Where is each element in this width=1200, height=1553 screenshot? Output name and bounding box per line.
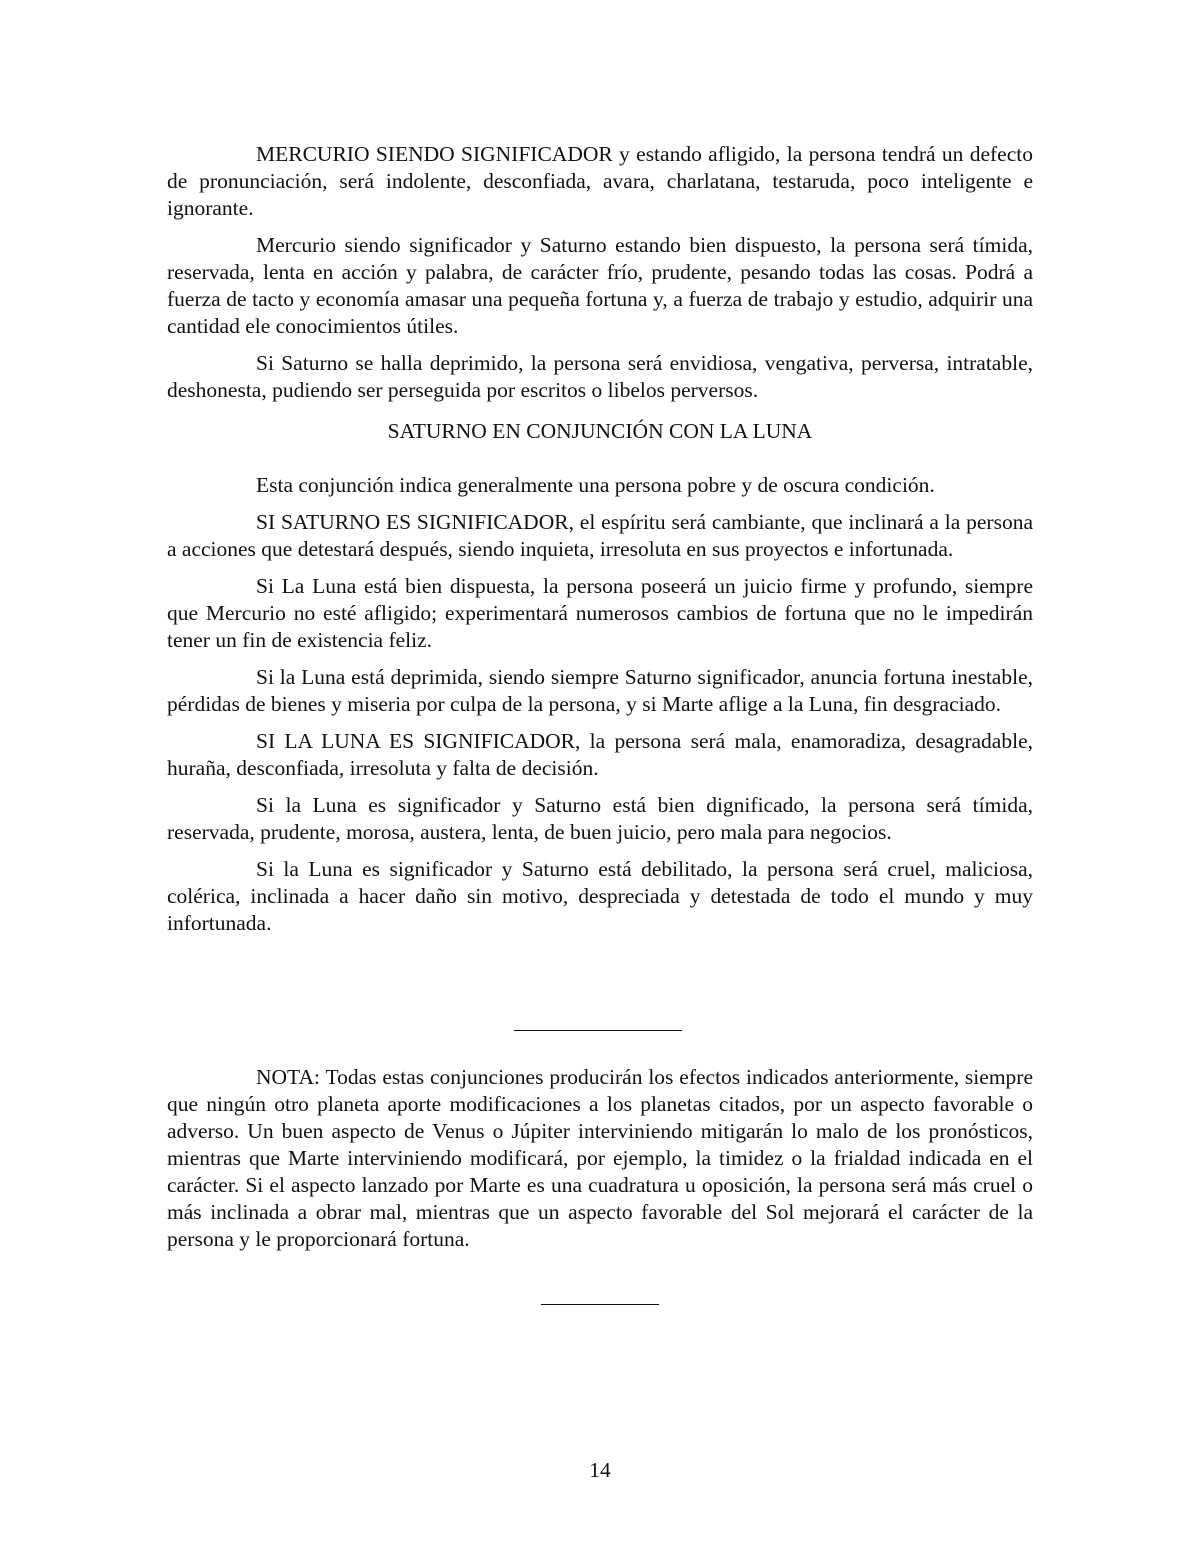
paragraph: Si la Luna es significador y Saturno está bien dignificado, la persona será tímida, reservada, prudente, morosa, austera, lenta, de buen juicio, pero mala para negocios. — [167, 793, 1033, 844]
separator-rule — [514, 1030, 682, 1031]
paragraph: SI SATURNO ES SIGNIFICADOR, el espíritu será cambiante, que inclinará a la persona a acciones que detestará después, siendo inquieta, irresoluta en sus proyectos e infortunada. — [167, 510, 1033, 561]
saturno-luna-section — [167, 472, 1033, 937]
page-number: 14 — [589, 1458, 611, 1482]
paragraph: Si la Luna está deprimida, siendo siempre Saturno significador, anuncia fortuna inestable, pérdidas de bienes y miseria por culpa de la persona, y si Marte aflige a la Luna, fin desgraciado. — [167, 665, 1033, 716]
note-paragraph: NOTA: Todas estas conjunciones producirán los efectos indicados anteriormente, siempre que ningún otro planeta aporte modificaciones a los planetas citados, por un aspecto favorable o adverso. Un buen aspecto de Venus o Júpiter interviniendo mitigarán lo malo de los pronósticos, mientras que Marte interviniendo modificará, por ejemplo, la timidez o la frialdad indicada en el carácter. Si el aspecto lanzado por Marte es una cuadratura u oposición, la persona será más cruel o más inclinada a obrar mal, mientras que un aspecto favorable del Sol mejorará el carácter de la persona y le proporcionará fortuna. — [167, 1065, 1033, 1251]
paragraph: MERCURIO SIENDO SIGNIFICADOR y estando afligido, la persona tendrá un defecto de pronunciación, será indolente, desconfiada, avara, charlatana, testaruda, poco inteligente e ignorante. — [167, 142, 1033, 220]
note-section — [167, 1064, 1033, 1253]
end-rule — [541, 1304, 659, 1305]
paragraph: SI LA LUNA ES SIGNIFICADOR, la persona será mala, enamoradiza, desagradable, huraña, desconfiada, irresoluta y falta de decisión. — [167, 729, 1033, 780]
paragraph: Mercurio siendo significador y Saturno estando bien dispuesto, la persona será tímida, reservada, lenta en acción y palabra, de carácter frío, prudente, pesando todas las cosas. Podrá a fuerza de tacto y economía amasar una pequeña fortuna y, a fuerza de trabajo y estudio, adquirir una cantidad ele conocimientos útiles. — [167, 233, 1033, 338]
paragraph: Esta conjunción indica generalmente una persona pobre y de oscura condición. — [256, 473, 935, 497]
section-heading: SATURNO EN CONJUNCIÓN CON LA LUNA — [387, 419, 813, 443]
paragraph: Si La Luna está bien dispuesta, la persona poseerá un juicio firme y profundo, siempre que Mercurio no esté afligido; experimentará numerosos cambios de fortuna que no le impedirán tener un fin de existencia feliz. — [167, 574, 1033, 652]
mercurio-section — [167, 141, 1033, 404]
paragraph: Si la Luna es significador y Saturno está debilitado, la persona será cruel, maliciosa, colérica, inclinada a hacer daño sin motivo, despreciada y detestada de todo el mundo y muy infortunada. — [167, 857, 1033, 935]
paragraph: Si Saturno se halla deprimido, la persona será envidiosa, vengativa, perversa, intratable, deshonesta, pudiendo ser perseguida por escritos o libelos perversos. — [167, 351, 1033, 402]
